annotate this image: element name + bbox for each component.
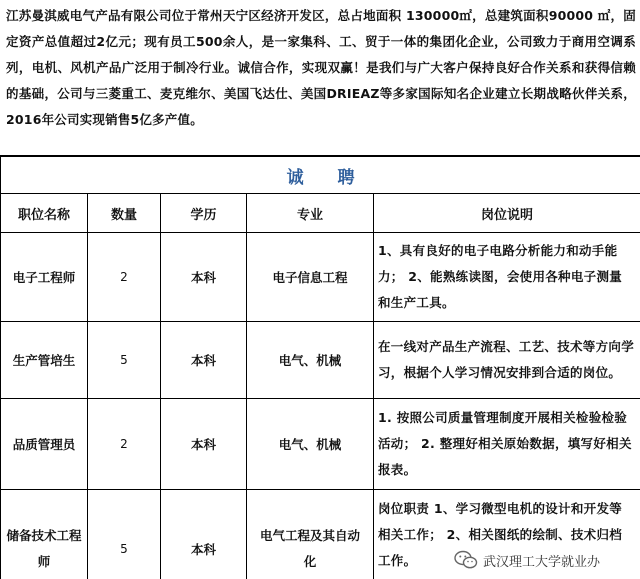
major-cell: 电气、机械: [247, 322, 374, 399]
major-label: 电气工程及其自动化: [259, 528, 360, 569]
position-cell: 生产管培生: [1, 322, 88, 399]
count-cell: 2: [88, 233, 161, 322]
table-row: [1, 399, 640, 490]
recruitment-title-row: [1, 157, 640, 194]
major-cell: 电气、机械: [247, 399, 374, 490]
recruitment-title: 诚 聘: [286, 167, 369, 188]
education-cell: 本科: [161, 322, 247, 399]
header-count: 数量: [88, 194, 161, 233]
description-cell: 1. 按照公司质量管理制度开展相关检验检验活动； 2. 整理好相关原始数据，填写好相关报表。: [374, 399, 640, 490]
count-cell: 5: [88, 322, 161, 399]
count-cell: 2: [88, 399, 161, 490]
description-cell: 在一线对产品生产流程、工艺、技术等方向学习，根据个人学习情况安排到合适的岗位。: [374, 322, 640, 399]
recruitment-table: [0, 156, 640, 579]
watermark-text: 武汉理工大学就业办: [483, 554, 601, 570]
position-cell: 电子工程师: [1, 233, 88, 322]
table-row: [1, 233, 640, 322]
major-cell: 电子信息工程: [247, 233, 374, 322]
major-cell: [247, 490, 374, 579]
header-education: 学历: [161, 194, 247, 233]
header-position: 职位名称: [1, 194, 88, 233]
position-label: 储备技术工程师: [6, 528, 82, 569]
wechat-icon: [454, 550, 478, 570]
header-major: 专业: [247, 194, 374, 233]
education-cell: 本科: [161, 399, 247, 490]
education-cell: 本科: [161, 490, 247, 579]
table-row: [1, 322, 640, 399]
count-cell: 5: [88, 490, 161, 579]
position-cell: 品质管理员: [1, 399, 88, 490]
education-cell: 本科: [161, 233, 247, 322]
company-intro: 江苏曼淇威电气产品有限公司位于常州天宁区经济开发区，总占地面积 130000㎡，总建筑面积90000 ㎡，固定资产总值超过2亿元；现有员工500余人，是一家集科、工、贸于一体的集团化企业，公司致力于商用空调系列，电机、风机产品广泛用于制冷行业。诚信合作，实现双赢！是我们与广大客户保持良好合作关系和获得信赖的基础，公司与三菱重工、麦克维尔、美国飞达仕、美国DRIEAZ等多家国际知名企业建立长期战略伙伴关系，2016年公司实现销售5亿多产值。: [0, 0, 640, 156]
table-header-row: [1, 194, 640, 233]
recruitment-title-cell: [1, 157, 640, 194]
wechat-watermark: [450, 548, 604, 572]
description-cell: 岗位职责 1、学习微型电机的设计和开发等相关工作； 2、相关图纸的绘制、技术归档工作。: [374, 490, 640, 579]
description-cell: 1、具有良好的电子电路分析能力和动手能力； 2、能熟练读图，会使用各种电子测量和生产工具。: [374, 233, 640, 322]
header-description: 岗位说明: [374, 194, 640, 233]
position-cell: [1, 490, 88, 579]
